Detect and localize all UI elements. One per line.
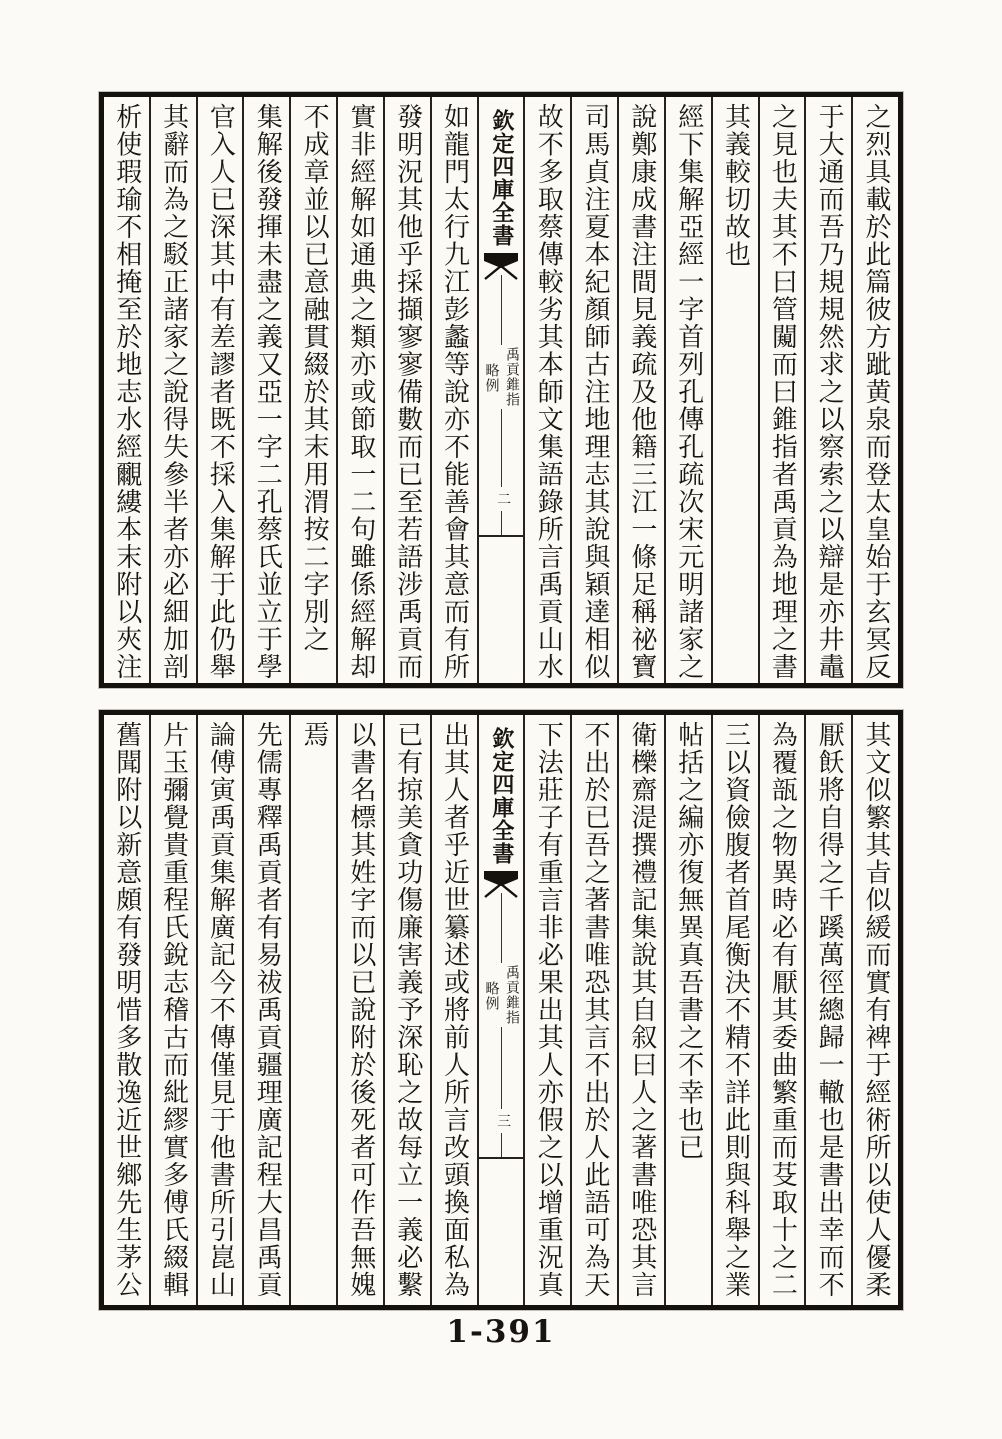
- text-column: 先儒專釋禹貢者有易祓禹貢疆理廣記程大昌禹貢: [242, 715, 289, 1305]
- text-column: 經下集解亞經一字首列孔傳孔疏次宋元明諸家之: [664, 97, 711, 683]
- banxin-section-label: 略例: [483, 363, 500, 393]
- text-column: 厭飫將自得之千蹊萬徑總歸一轍也是書出幸而不: [804, 715, 851, 1305]
- text-column: 官入人已深其中有差謬者既不採入集解于此仍舉: [196, 97, 243, 683]
- text-column: 為覆瓿之物異時必有厭其委曲繁重而芟取十之二: [758, 715, 805, 1305]
- banxin-folio-number: 二: [496, 487, 512, 511]
- text-column: 故不多取蔡傳較劣其本師文集語錄所言禹貢山水: [523, 97, 570, 683]
- text-column: 其義較切故也: [711, 97, 758, 683]
- text-column: 三以資儉腹者首尾衡決不精不詳此則與科舉之業: [711, 715, 758, 1305]
- text-column: 其文似繁其㫖似緩而實有裨于經術所以使人優柔: [851, 715, 898, 1305]
- column-group: [104, 715, 898, 1305]
- text-column: 不出於已吾之著書唯恐其言不出於人此語可為天: [570, 715, 617, 1305]
- text-column: 如龍門太行九江彭蠡等說亦不能善會其意而有所: [430, 97, 477, 683]
- text-column: 之見也夫其不曰管闚而曰錐指者禹貢為地理之書: [758, 97, 805, 683]
- banxin-folio-number: 三: [496, 1109, 512, 1133]
- text-column: 下法莊子有重言非必果出其人亦假之以增重況真: [523, 715, 570, 1305]
- banxin-column: [477, 715, 524, 1305]
- banxin-column: [477, 97, 524, 683]
- text-column: 不成章並以已意融貫綴於其末用渭按二字別之: [289, 97, 336, 683]
- banxin-running-title: [482, 345, 520, 409]
- text-frame-top: [99, 92, 903, 688]
- text-frame-bottom: [99, 710, 903, 1310]
- text-column: 舊聞附以新意頗有發明惜多散逸近世鄉先生茅公: [111, 721, 142, 1299]
- text-column: 說鄭康成書注間見義疏及他籍三江一條足稱祕寶: [617, 97, 664, 683]
- text-column: 論傅寅禹貢集解廣記今不傳僅見于他書所引崑山: [196, 715, 243, 1305]
- text-column: 片玉彌覺貴重程氏銳志稽古而紕繆實多傅氏綴輯: [149, 715, 196, 1305]
- text-column: 出其人者乎近世纂述或將前人所言改頭換面私為: [430, 715, 477, 1305]
- text-column: 以書名標其姓字而以已說附於後死者可作吾無媿: [336, 715, 383, 1305]
- volume-page-number: 1-391: [446, 1314, 556, 1350]
- banxin-book-title: 禹貢錐指: [503, 347, 520, 407]
- text-column: 之烈具載於此篇彼方跐黄泉而登太皇始于玄冥反: [851, 97, 898, 683]
- text-column: 實非經解如通典之類亦或節取一二句雖係經解却: [336, 97, 383, 683]
- text-column: 焉: [289, 715, 336, 1305]
- text-column: 司馬貞注夏本紀顏師古注地理志其說與穎達相似: [570, 97, 617, 683]
- text-column: 已有掠美貪功傷廉害義予深恥之故每立一義必繫: [383, 715, 430, 1305]
- banxin-horizontal-rule: [479, 1157, 524, 1159]
- text-column: 集解後發揮未盡之義又亞一字二孔蔡氏並立于學: [242, 97, 289, 683]
- text-column: 發明況其他乎採擷寥寥備數而已至若語涉禹貢而: [383, 97, 430, 683]
- text-column: 其辭而為之駁正諸家之說得失參半者亦必細加剖: [149, 97, 196, 683]
- text-column: 于大通而吾乃規規然求之以察索之以辯是亦井鼃: [804, 97, 851, 683]
- text-column: 帖括之編亦復無異真吾書之不幸也已: [664, 715, 711, 1305]
- banxin-running-title: [482, 963, 520, 1027]
- text-column: 析使瑕瑜不相掩至於地志水經覼縷本末附以夾注: [111, 103, 142, 681]
- banxin-section-label: 略例: [483, 981, 500, 1011]
- column-group: [104, 97, 898, 683]
- banxin-book-title: 禹貢錐指: [503, 965, 520, 1025]
- text-column: 衛櫟齋湜撰禮記集說其自叙曰人之著書唯恐其言: [617, 715, 664, 1305]
- banxin-horizontal-rule: [479, 535, 524, 537]
- banxin-series-title: 欽定四庫全書: [488, 727, 515, 865]
- banxin-series-title: 欽定四庫全書: [488, 109, 515, 247]
